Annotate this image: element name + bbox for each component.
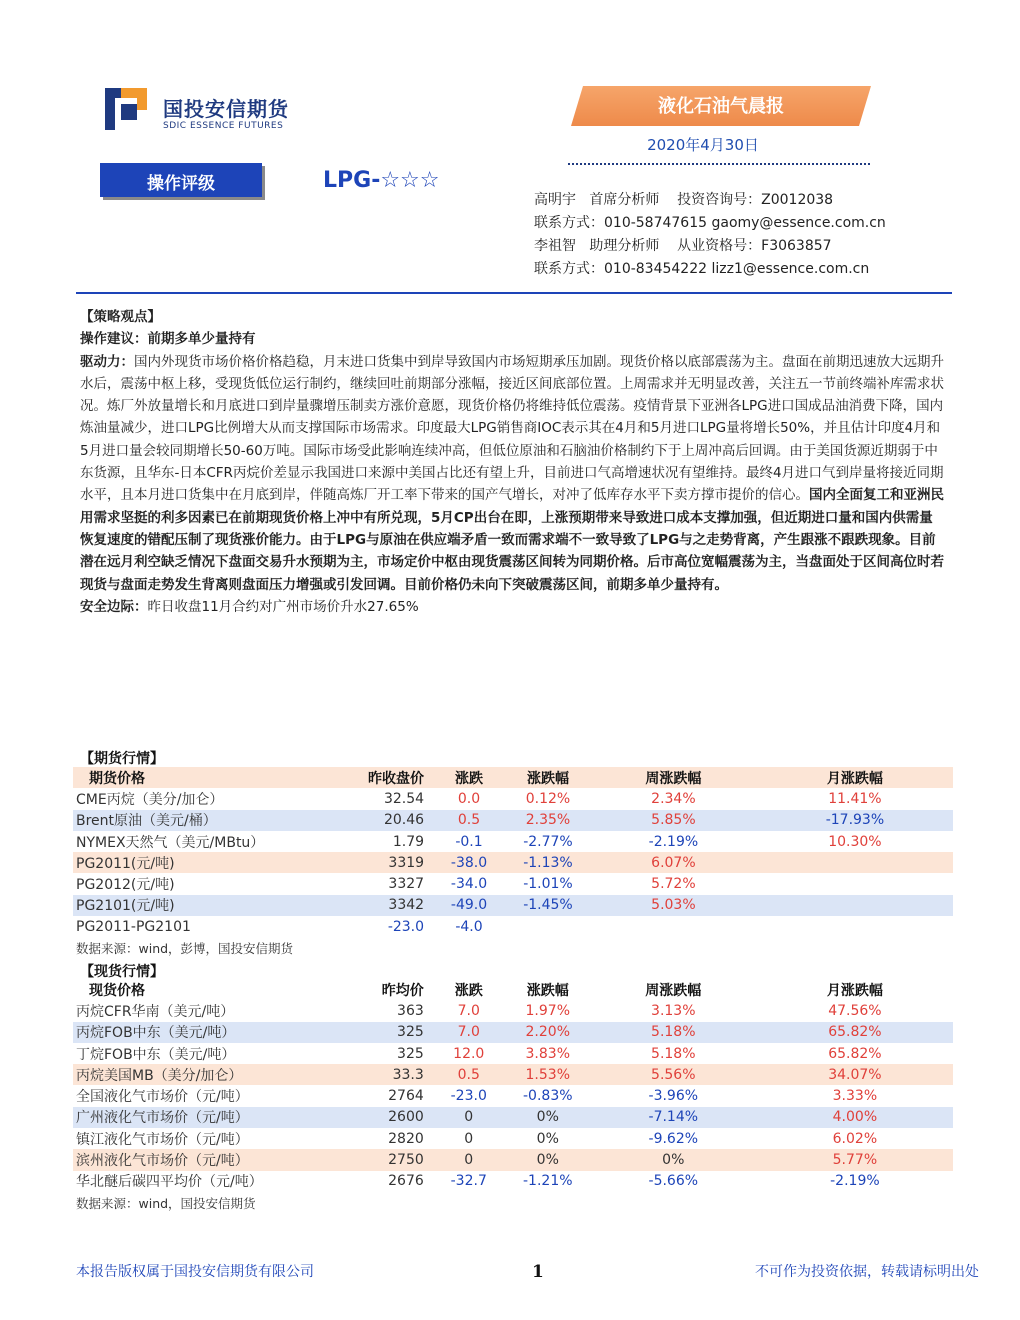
row-label: PG2012(元/吨): [76, 877, 175, 894]
logo-name-cn: 国投安信期货: [163, 97, 289, 121]
spot-table: [73, 979, 953, 1192]
table-row: [73, 1064, 953, 1085]
cell-change-pct: -2.77%: [523, 833, 573, 850]
cell-change: -23.0: [450, 1088, 487, 1105]
cell-month-pct: [757, 895, 953, 916]
cell-change-pct: 0.12%: [525, 790, 571, 807]
cell-month-pct: 3.33%: [832, 1088, 878, 1105]
cell-week-pct: [590, 916, 757, 937]
cell-month-pct: -17.93%: [757, 810, 953, 831]
row-label: PG2011(元/吨): [73, 852, 316, 873]
cell-week-pct: 2.34%: [651, 790, 696, 807]
cell-price: -23.0: [387, 918, 425, 935]
cell-change-pct: 1.53%: [506, 1064, 590, 1085]
cell-month-pct: 10.30%: [828, 833, 882, 850]
cell-week-pct: 6.07%: [590, 852, 757, 873]
cell-change-pct: 0%: [506, 1149, 590, 1170]
futures-table: [73, 767, 953, 937]
cell-week-pct: 5.56%: [590, 1064, 757, 1085]
cell-change-pct: [506, 916, 590, 937]
cell-month-pct: [757, 852, 953, 873]
section-divider: [76, 292, 952, 294]
analyst-line: 高明宇 首席分析师 投资咨询号：Z0012038: [534, 192, 834, 208]
cell-change: 0: [432, 1107, 506, 1128]
driver-label: 驱动力：: [80, 353, 134, 370]
cell-week-pct: -3.96%: [648, 1088, 699, 1105]
cell-month-pct: 5.77%: [757, 1149, 953, 1170]
strategy-driver: [80, 351, 946, 596]
cell-month-pct: [757, 916, 953, 937]
row-label: 丙烷FOB中东（美元/吨）: [73, 1022, 316, 1043]
header-cell: 昨均价: [381, 982, 424, 999]
cell-change: 7.0: [432, 1022, 506, 1043]
cell-price: 33.3: [316, 1064, 432, 1085]
safety-label: 安全边际：: [80, 598, 148, 615]
cell-price: 2750: [316, 1149, 432, 1170]
cell-month-pct: 6.02%: [832, 1130, 878, 1147]
cell-price: 3327: [388, 876, 425, 893]
table-row: [73, 1000, 953, 1021]
header-cell: 涨跌幅: [526, 982, 569, 999]
row-label: 丁烷FOB中东（美元/吨）: [76, 1046, 236, 1063]
cell-change: -0.1: [455, 833, 483, 850]
table-row: [73, 895, 953, 916]
cell-week-pct: 5.72%: [651, 876, 696, 893]
table-header-row: [73, 767, 953, 788]
footer-copyright: 本报告版权属于国投安信期货有限公司: [76, 1264, 314, 1280]
cell-week-pct: 0%: [590, 1149, 757, 1170]
futures-section-title: 【期货行情】: [80, 751, 164, 767]
table-row: [73, 1022, 953, 1043]
header-cell: 月涨跌幅: [757, 767, 953, 788]
cell-change: 7.0: [457, 1002, 480, 1019]
table-row: [73, 1085, 953, 1106]
rating-value: LPG-☆☆☆: [323, 168, 440, 193]
row-label: 丙烷CFR华南（美元/吨）: [76, 1003, 235, 1020]
driver-bold-text: 国内全面复工和亚洲民用需求坚挺的利多因素已在前期现货价格上冲中有所兑现，5月CP出台在即，上涨预期带来导致进口成本支撑加强，但近期进口量和国内供需量恢复速度的错配压制了现货涨价能力。由于LPG与原油在供应端矛盾一致而需求端不一致导致了LPG与之走势背离，产生跟涨不跟跌现象。目前潜在远月利空缺乏情况下盘面交易升水预期为主，市场定价中枢由现货震荡区间转为同期价格。后市高位宽幅震荡为主，当盘面处于区间高位时若现货与盘面走势发生背离则盘面压力增强或引发回调。目前价格仍未向下突破震荡区间，前期多单少量持有。: [80, 487, 944, 593]
cell-change-pct: -1.45%: [506, 895, 590, 916]
row-label: 滨州液化气市场价（元/吨）: [73, 1149, 316, 1170]
footer-disclaimer: 不可作为投资依据，转载请标明出处: [755, 1264, 979, 1280]
cell-month-pct: 11.41%: [828, 790, 882, 807]
cell-month-pct: 65.82%: [828, 1045, 882, 1062]
cell-week-pct: -7.14%: [590, 1107, 757, 1128]
row-label: 全国液化气市场价（元/吨）: [76, 1089, 249, 1106]
header-cell: 现货价格: [89, 982, 145, 999]
driver-text: 国内外现货市场价格价格趋稳，月末进口货集中到岸导致国内市场短期承压加剧。现货价格以底部震荡为主。盘面在前期迅速放大远期升水后，震荡中枢上移，受现货低位运行制约，继续回吐前期部分涨幅，接近区间底部位置。上周需求并无明显改善，关注五一节前终端补库需求状况。炼厂外放量增长和月底进口到岸量骤增压制卖方涨价意愿，现货价格仍将维持低位震荡。疫情背景下亚洲各LPG进口国成品油消费下降，国内炼油量减少，进口LPG比例增大从而支撑国际市场需求。印度最大LPG销售商IOC表示其在4月和5月进口LPG量将增长50%，并且估计印度4月和5月进口量会较同期增长50-60万吨。国际市场受此影响连续冲高，但低位原油和石脑油价格制约下于上周冲高后回调。由于美国货源近期弱于中东货源，且华东-日本CFR丙烷价差显示我国进口来源中美国占比还有望上升，目前进口气高增速状况有望维持。最终4月进口气到岸量将接近同期水平，且本月进口货集中在月底到岸，伴随高炼厂开工率下带来的国产气增长，对冲了低库存水平下卖方撑市提价的信心。: [80, 353, 944, 504]
cell-price: 20.46: [316, 810, 433, 831]
cell-change-pct: 1.97%: [525, 1002, 570, 1019]
strategy-section: [80, 306, 946, 618]
cell-month-pct: 34.07%: [757, 1064, 953, 1085]
cell-month-pct: 4.00%: [757, 1107, 953, 1128]
cell-price: 2820: [388, 1130, 424, 1147]
cell-change: -34.0: [450, 876, 488, 893]
cell-month-pct: 65.82%: [757, 1022, 953, 1043]
row-label: 丙烷美国MB（美分/加仑）: [73, 1064, 316, 1085]
safety-text: 昨日收盘11月合约对广州市场价升水27.65%: [147, 598, 419, 615]
cell-change: -32.7: [450, 1173, 487, 1190]
report-title: 液化石油气晨报: [658, 96, 784, 117]
cell-change-pct: -1.13%: [506, 852, 590, 873]
cell-price: 2676: [388, 1173, 424, 1190]
table-row: [73, 916, 953, 937]
cell-price: 2764: [388, 1088, 424, 1105]
cell-price: 3342: [316, 895, 433, 916]
cell-week-pct: 5.18%: [651, 1045, 696, 1062]
cell-price: 2600: [316, 1107, 432, 1128]
cell-week-pct: -9.62%: [648, 1130, 699, 1147]
cell-week-pct: 5.85%: [590, 810, 757, 831]
analyst-line: 联系方式：010-83454222 lizz1@essence.com.cn: [534, 261, 870, 277]
cell-change: -4.0: [455, 918, 483, 935]
row-label: PG2101(元/吨): [73, 895, 316, 916]
rating-label: 操作评级: [147, 174, 215, 194]
strategy-advice: 操作建议：前期多单少量持有: [80, 331, 256, 348]
table-row: [73, 852, 953, 873]
cell-price: 3319: [316, 852, 433, 873]
cell-change: 0.5: [432, 810, 506, 831]
cell-change: -49.0: [432, 895, 506, 916]
cell-change: 0.5: [432, 1064, 506, 1085]
cell-change-pct: 2.35%: [506, 810, 590, 831]
table-row: [73, 873, 953, 894]
company-logo-icon: [105, 88, 147, 130]
table-header-row: [73, 979, 953, 1000]
cell-change-pct: 0%: [536, 1130, 559, 1147]
cell-week-pct: 5.03%: [590, 895, 757, 916]
header-cell: 涨跌幅: [506, 767, 590, 788]
cell-change-pct: -1.21%: [523, 1173, 573, 1190]
cell-price: 363: [397, 1002, 424, 1019]
cell-week-pct: -2.19%: [648, 833, 699, 850]
analyst-line: 李祖智 助理分析师 从业资格号：F3063857: [534, 238, 832, 254]
header-cell: 周涨跌幅: [645, 982, 702, 999]
table-row: [73, 1107, 953, 1128]
strategy-safety: [80, 596, 946, 618]
dotted-divider: [568, 163, 870, 165]
spot-section-title: 【现货行情】: [80, 964, 164, 980]
logo-name-en: SDIC ESSENCE FUTURES: [163, 121, 284, 131]
row-label: Brent原油（美元/桶）: [73, 810, 316, 831]
cell-change-pct: -0.83%: [523, 1088, 573, 1105]
header-cell: 期货价格: [73, 767, 316, 788]
header-cell: 涨跌: [432, 767, 506, 788]
table-row: [73, 1043, 953, 1064]
cell-change: 12.0: [453, 1045, 485, 1062]
row-label: 镇江液化气市场价（元/吨）: [76, 1131, 249, 1148]
cell-week-pct: -5.66%: [648, 1173, 699, 1190]
header-cell: 昨收盘价: [316, 767, 433, 788]
cell-change: -38.0: [432, 852, 506, 873]
header-cell: 周涨跌幅: [590, 767, 757, 788]
page-number: 1: [532, 1262, 544, 1282]
strategy-title: 【策略观点】: [80, 309, 161, 325]
cell-change: 0: [464, 1130, 474, 1147]
analyst-line: 联系方式：010-58747615 gaomy@essence.com.cn: [534, 215, 886, 231]
row-label: PG2011-PG2101: [76, 918, 191, 935]
cell-change-pct: -1.01%: [523, 876, 573, 893]
spot-data-source: 数据来源：wind，国投安信期货: [76, 1196, 256, 1211]
cell-month-pct: 47.56%: [828, 1002, 882, 1019]
cell-price: 325: [316, 1022, 432, 1043]
cell-month-pct: [757, 873, 953, 894]
cell-change-pct: 3.83%: [525, 1045, 570, 1062]
cell-month-pct: -2.19%: [830, 1173, 880, 1190]
table-row: [73, 831, 953, 852]
row-label: NYMEX天然气（美元/MBtu）: [76, 834, 265, 851]
row-label: 广州液化气市场价（元/吨）: [73, 1107, 316, 1128]
row-label: CME丙烷（美分/加仑）: [76, 791, 224, 808]
cell-price: 32.54: [383, 790, 425, 807]
header-cell: 涨跌: [454, 982, 483, 999]
cell-price: 325: [397, 1045, 424, 1062]
row-label: 华北醚后碳四平均价（元/吨）: [76, 1174, 263, 1191]
cell-change-pct: 0%: [506, 1107, 590, 1128]
table-row: [73, 788, 953, 809]
cell-change-pct: 2.20%: [506, 1022, 590, 1043]
cell-week-pct: 3.13%: [651, 1002, 696, 1019]
header-cell: 月涨跌幅: [826, 982, 883, 999]
cell-week-pct: 5.18%: [590, 1022, 757, 1043]
cell-change: 0.0: [457, 790, 481, 807]
cell-change: 0: [432, 1149, 506, 1170]
table-row: [73, 1149, 953, 1170]
report-date: 2020年4月30日: [647, 136, 759, 154]
table-row: [73, 1128, 953, 1149]
table-row: [73, 1171, 953, 1192]
futures-data-source: 数据来源：wind，彭博，国投安信期货: [76, 941, 294, 956]
table-row: [73, 810, 953, 831]
cell-price: 1.79: [392, 833, 425, 850]
